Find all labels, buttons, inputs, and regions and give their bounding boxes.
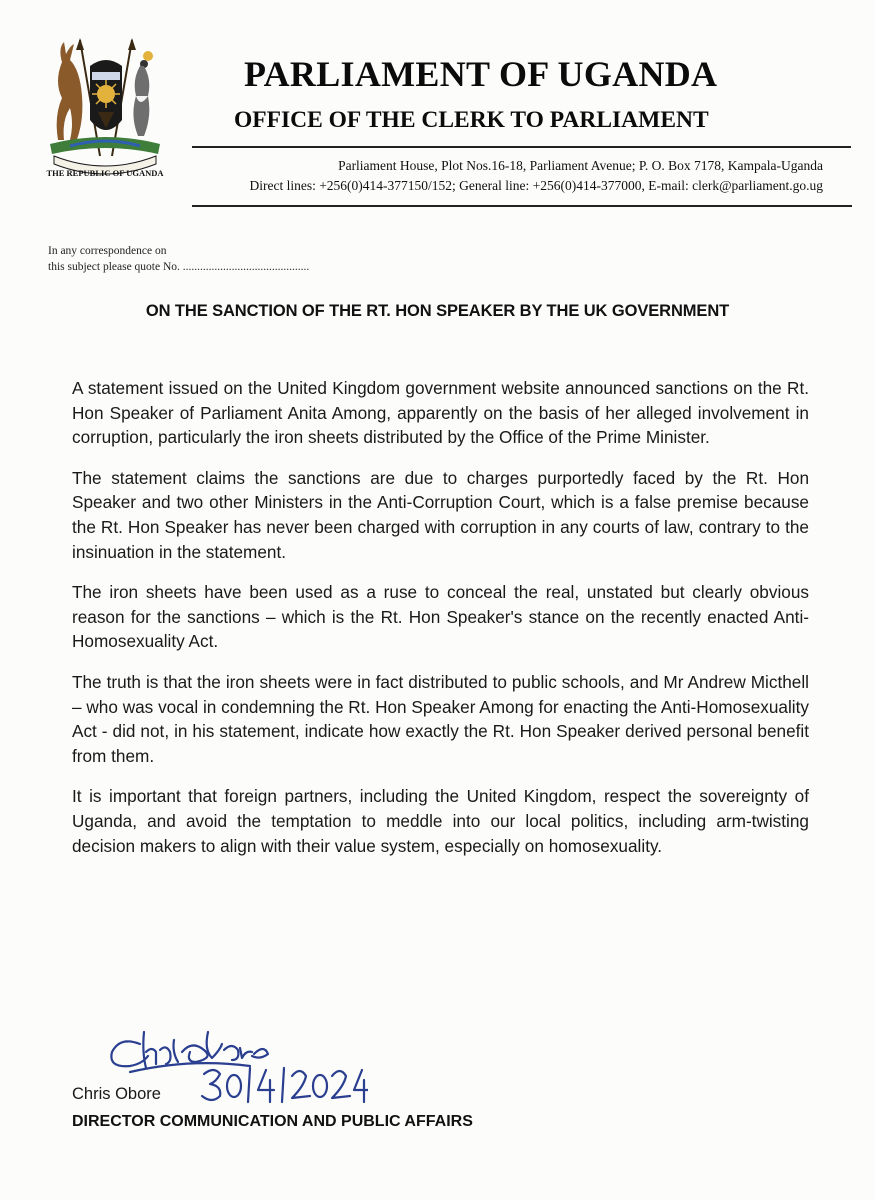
subject-heading: ON THE SANCTION OF THE RT. HON SPEAKER BY THE UK GOVERNMENT bbox=[145, 302, 730, 320]
contact-line: Direct lines: +256(0)414-377150/152; General line: +256(0)414-377000, E-mail: clerk@parliament.go.ug bbox=[249, 178, 823, 193]
reference-line-1: In any correspondence on bbox=[48, 245, 167, 257]
paragraph: The iron sheets have been used as a ruse to conceal the real, unstated but clearly obvious reason for the sanctions – which is the Rt. Hon Speaker's stance on the recently enacted Anti-Homosexuality Act. bbox=[72, 582, 809, 652]
letter-body bbox=[72, 376, 809, 874]
paragraph: It is important that foreign partners, including the United Kingdom, respect the sovereignty of Uganda, and avoid the temptation to meddle into our local politics, including arm-twisting decision makers to align with their value system, especially on homosexuality. bbox=[72, 786, 809, 856]
letterhead-rule-bottom bbox=[192, 205, 852, 207]
letterhead-title: PARLIAMENT OF UGANDA bbox=[244, 54, 718, 94]
handwritten-date bbox=[198, 1062, 368, 1106]
paragraph: A statement issued on the United Kingdom government website announced sanctions on the Rt. Hon Speaker of Parliament Anita Among, apparently on the basis of her alleged involvement in corruption, particularly the iron sheets distributed by the Office of the Prime Minister. bbox=[72, 378, 809, 448]
paragraph: The truth is that the iron sheets were in fact distributed to public schools, and Mr Andrew Micthell – who was vocal in condemning the Rt. Hon Speaker Among for enacting the Anti-Homosexuality Act - did not, in his statement, indicate how exactly the Rt. Hon Speaker derived personal benefit from them. bbox=[72, 671, 809, 766]
crest-caption: THE REPUBLIC OF UGANDA bbox=[46, 168, 164, 178]
signatory-title: DIRECTOR COMMUNICATION AND PUBLIC AFFAIRS bbox=[72, 1113, 473, 1130]
address-line: Parliament House, Plot Nos.16-18, Parliament Avenue; P. O. Box 7178, Kampala-Uganda bbox=[338, 158, 823, 173]
paragraph: The statement claims the sanctions are due to charges purportedly faced by the Rt. Hon Speaker and two other Ministers in the Anti-Corruption Court, which is a false premise because the Rt. Hon Speaker has never been charged with corruption in any courts of law, contrary to the insinuation in the statement. bbox=[72, 467, 809, 562]
letterhead-subtitle: OFFICE OF THE CLERK TO PARLIAMENT bbox=[234, 107, 709, 133]
signatory-name: Chris Obore bbox=[72, 1085, 161, 1103]
reference-line-2: this subject please quote No. ............................................ bbox=[48, 261, 310, 273]
uganda-coat-of-arms-icon bbox=[40, 36, 170, 178]
letterhead-rule-top bbox=[192, 146, 851, 148]
reference-note bbox=[48, 243, 309, 275]
